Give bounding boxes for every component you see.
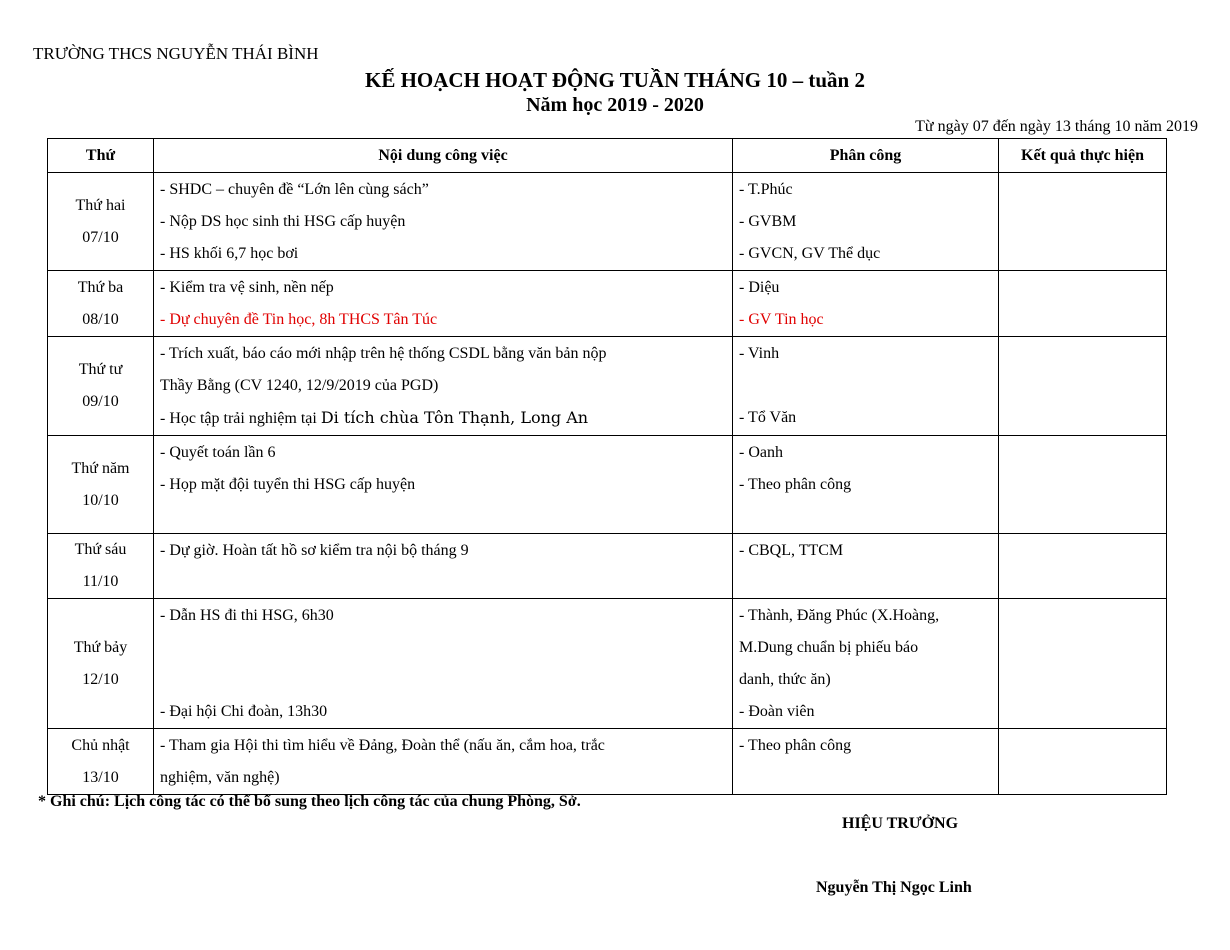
assignee-continued: M.Dung chuẩn bị phiếu báo [739,639,919,656]
result-cell [999,337,1167,436]
footnote: * Ghi chú: Lịch công tác có thể bổ sung theo lịch công tác của chung Phòng, Sở. [38,793,581,810]
content-cell [154,534,733,599]
assignee-continued: danh, thức ăn) [739,671,831,688]
column-header-result: Kết quả thực hiện [999,139,1167,173]
content-cell [154,271,733,337]
task-item-location: Di tích chùa Tôn Thạnh, Long An [320,408,589,427]
result-cell [999,271,1167,337]
day-date: 11/10 [82,573,119,590]
result-cell [999,599,1167,729]
table-row [48,173,1167,271]
assign-cell [733,173,999,271]
day-cell [48,534,154,599]
assignee: - Thành, Đăng Phúc (X.Hoàng, [739,607,940,624]
day-name: Thứ hai [75,196,126,214]
table-row [48,534,1167,599]
assign-cell [733,599,999,729]
day-cell [48,436,154,534]
assignee: - GVBM [739,213,797,230]
assignee: - Đoàn viên [739,703,815,720]
assignee: - Vinh [739,345,780,362]
result-cell [999,534,1167,599]
day-cell [48,173,154,271]
assignee: - Diệu [739,279,780,296]
day-cell [48,729,154,795]
task-item: - Dẫn HS đi thi HSG, 6h30 [160,607,334,624]
task-item: - Dự giờ. Hoàn tất hồ sơ kiểm tra nội bộ tháng 9 [160,542,469,559]
weekly-plan-table [47,138,1167,795]
task-item-continued: nghiệm, văn nghệ) [160,769,280,786]
content-cell [154,337,733,436]
day-date: 10/10 [82,491,119,509]
task-item [160,402,732,435]
day-cell [48,599,154,729]
day-date: 09/10 [82,393,119,410]
assignee: - Oanh [739,444,783,461]
day-date: 12/10 [82,670,119,688]
task-spacer [160,664,732,696]
task-item: - Đại hội Chi đoàn, 13h30 [160,703,328,720]
assignee-spacer [739,370,998,402]
assignee: - GVCN, GV Thể dục [739,245,881,262]
task-item-prefix: - Học tập trải nghiệm tại [160,410,317,427]
task-item: - HS khối 6,7 học bơi [160,245,299,262]
assign-cell [733,337,999,436]
task-item: - Họp mặt đội tuyển thi HSG cấp huyện [160,476,416,493]
assign-cell [733,271,999,337]
table-row [48,729,1167,795]
content-cell [154,436,733,534]
assign-cell [733,729,999,795]
day-name: Thứ tư [78,361,123,378]
day-name: Thứ bảy [73,638,128,656]
table-header-row [48,139,1167,173]
task-item-continued: Thầy Bằng (CV 1240, 12/9/2019 của PGD) [160,377,439,394]
assign-cell [733,436,999,534]
principal-name: Nguyễn Thị Ngọc Linh [816,879,972,896]
day-name: Thứ ba [77,278,124,296]
column-header-content: Nội dung công việc [154,139,733,173]
task-item: - Kiểm tra vệ sinh, nền nếp [160,279,334,296]
assignee: - Theo phân công [739,476,852,493]
task-item: - Trích xuất, báo cáo mới nhập trên hệ thống CSDL bằng văn bản nộp [160,345,607,362]
assign-cell [733,534,999,599]
table-row [48,436,1167,534]
task-item-highlighted: - Dự chuyên đề Tin học, 8h THCS Tân Túc [160,311,438,328]
day-date: 08/10 [82,310,119,328]
content-cell [154,729,733,795]
task-spacer [160,632,732,664]
day-date: 13/10 [82,768,119,786]
day-cell [48,271,154,337]
assignee: - Theo phân công [739,737,852,754]
principal-title: HIỆU TRƯỞNG [842,815,959,832]
school-name: TRƯỜNG THCS NGUYỄN THÁI BÌNH [33,44,319,63]
task-item: - Nộp DS học sinh thi HSG cấp huyện [160,213,406,230]
assignee-highlighted: - GV Tin học [739,311,824,328]
result-cell [999,436,1167,534]
result-cell [999,173,1167,271]
day-name: Thứ sáu [74,541,127,558]
task-item: - Quyết toán lần 6 [160,444,276,461]
task-item: - Tham gia Hội thi tìm hiểu về Đảng, Đoàn thể (nấu ăn, cắm hoa, trắc [160,737,605,754]
school-year: Năm học 2019 - 2020 [526,94,704,116]
day-date: 07/10 [82,228,119,246]
day-name: Chủ nhật [71,736,130,754]
table-row [48,337,1167,436]
task-item: - SHDC – chuyên đề “Lớn lên cùng sách” [160,181,429,198]
date-range: Từ ngày 07 đến ngày 13 tháng 10 năm 2019 [915,118,1198,135]
assignee: - T.Phúc [739,181,793,198]
day-cell [48,337,154,436]
document-title: KẾ HOẠCH HOẠT ĐỘNG TUẦN THÁNG 10 – tuần 2 [365,68,865,92]
day-name: Thứ năm [71,459,130,477]
column-header-day: Thứ [48,139,154,173]
assignee: - CBQL, TTCM [739,542,844,559]
content-cell [154,173,733,271]
result-cell [999,729,1167,795]
assignee: - Tổ Văn [739,409,797,426]
table-row [48,271,1167,337]
content-cell [154,599,733,729]
table-row [48,599,1167,729]
column-header-assign: Phân công [733,139,999,173]
